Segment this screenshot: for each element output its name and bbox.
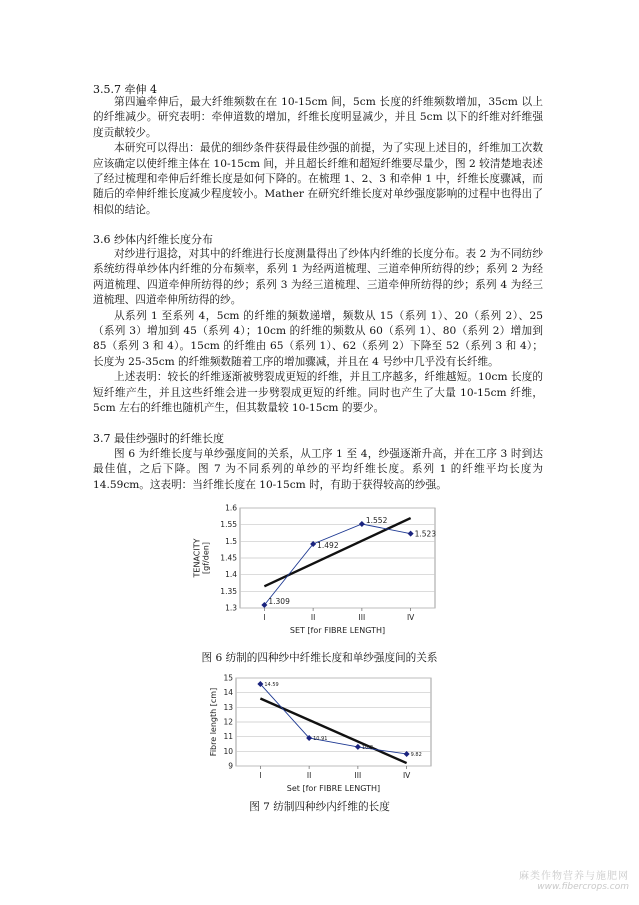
y-tick-label: 1.55 bbox=[220, 520, 237, 530]
section-heading-3-7: 3.7 最佳纱强时的纤维长度 bbox=[93, 432, 224, 445]
y-tick-label: 9 bbox=[228, 761, 233, 771]
section-heading-3-6: 3.6 纱体内纤维长度分布 bbox=[93, 233, 213, 246]
paragraph: 本研究可以得出：最优的细纱条件获得最佳纱强的前提，为了实现上述目的，纤维加工次数应该确定以使纤维主体在 10-15cm 间，并且超长纤维和超短纤维要尽量少，图 2 较清楚地表述了经过梳理和牵伸后纤维长度是如何下降的。在梳理 1、2、3 和牵伸 1 中，纤维长度骤减，而随后的牵伸纤维长度减少程度较小。Mather 在研究纤维长度对单纱强度影响的过程中也得出了相似的结论。 bbox=[93, 142, 543, 216]
x-tick-label: III bbox=[358, 613, 366, 622]
figure-7-caption: 图 7 纺制四种纱内纤维的长度 bbox=[249, 801, 390, 813]
y-tick-label: 1.4 bbox=[225, 570, 237, 580]
fibre-length-chart-svg bbox=[196, 668, 446, 798]
section-body-3-7 bbox=[93, 447, 543, 493]
x-tick-label: I bbox=[259, 771, 262, 780]
data-label: 14.59 bbox=[264, 682, 279, 689]
y-axis-title: Fibre length [cm] bbox=[209, 687, 218, 757]
y-tick-label: 13 bbox=[223, 702, 233, 712]
data-label: 1.492 bbox=[317, 541, 339, 550]
watermark bbox=[519, 871, 629, 893]
x-tick-label: II bbox=[310, 613, 316, 622]
data-label: 1.523 bbox=[414, 529, 437, 539]
section-body-3-6 bbox=[93, 247, 543, 416]
y-tick-label: 12 bbox=[223, 717, 233, 727]
paragraph: 上述表明：较长的纤维逐渐被劈裂成更短的纤维，并且工序越多，纤维越短。10cm 长度的短纤维产生，并且这些纤维会进一步劈裂成更短的纤维。同时也产生了大量 10-15cm 纤维，5cm 左右的纤维也随机产生，但其数量较 10-15cm 的要少。 bbox=[93, 371, 543, 415]
section-body-3-5-7 bbox=[93, 95, 543, 218]
data-label: 1.309 bbox=[268, 597, 290, 606]
y-tick-label: 15 bbox=[223, 673, 233, 683]
y-tick-label: 10 bbox=[223, 746, 233, 756]
paragraph: 对纱进行退捻，对其中的纤维进行长度测量得出了纱体内纤维的长度分布。表 2 为不同纺纱系统纺得单纱体内纤维的分布频率，系列 1 为经两道梳理、三道牵伸所纺得的纱；系列 2 为经两道梳理、四道牵伸所纺得的纱；系列 3 为经三道梳理、三道牵伸所纺得的纱；系列 4 为经三道梳理、四道牵伸所纺得的纱。 bbox=[93, 248, 543, 307]
paragraph: 从系列 1 至系列 4，5cm 的纤维的频数递增，频数从 15（系列 1）、20（系列 2）、25（系列 3）增加到 45（系列 4）；10cm 的纤维的频数从 60（系列 1）、80（系列 2）增加到 85（系列 3 和 4）。15cm 的纤维由 65（系列 1）、62（系列 2）下降至 52（系列 3 和 4）；长度为 25-35cm 的纤维频数随着工序的增加骤减，并且在 4 号纱中几乎没有长纤维。 bbox=[93, 309, 543, 368]
x-tick-label: II bbox=[306, 771, 312, 780]
paragraph: 第四遍牵伸后，最大纤维频数在在 10-15cm 间，5cm 长度的纤维频数增加，35cm 以上的纤维减少。研究表明：牵伸道数的增加，纤维长度明显减少，并且 5cm 以下的纤维对纤维强度贡献较少。 bbox=[93, 96, 543, 139]
figure-7-chart bbox=[196, 668, 446, 802]
data-label: 9.82 bbox=[410, 751, 422, 758]
x-tick-label: IV bbox=[402, 771, 411, 780]
y-tick-label: 1.3 bbox=[225, 603, 237, 613]
tenacity-chart-svg bbox=[190, 500, 450, 642]
figure-6-chart bbox=[190, 500, 450, 646]
x-tick-label: IV bbox=[406, 613, 415, 622]
y-tick-label: 1.5 bbox=[225, 536, 237, 546]
watermark-url: www.fibercrops.com bbox=[537, 882, 629, 892]
data-label: 10.3 bbox=[361, 744, 374, 751]
y-tick-label: 1.35 bbox=[220, 586, 237, 596]
x-axis-title: SET [for FIBRE LENGTH] bbox=[289, 626, 386, 635]
y-tick-label: 14 bbox=[223, 688, 233, 698]
y-tick-label: 1.45 bbox=[220, 553, 237, 563]
watermark-title: 麻类作物营养与施肥网 bbox=[519, 871, 629, 882]
data-label: 1.552 bbox=[365, 516, 388, 525]
paragraph: 图 6 为纤维长度与单纱强度间的关系，从工序 1 至 4，纱强逐渐升高，并在工序 3 时到达最佳值，之后下降。图 7 为不同系列的单纱的平均纤维长度。系列 1 的纤维平均长度为 14.59cm。这表明：当纤维长度在 10-15cm 时，有助于获得较高的纱强。 bbox=[93, 448, 543, 491]
y-tick-label: 1.6 bbox=[225, 503, 237, 513]
figure-6-caption: 图 6 纺制的四种纱中纤维长度和单纱强度间的关系 bbox=[201, 652, 438, 664]
x-tick-label: III bbox=[354, 771, 362, 780]
x-tick-label: I bbox=[263, 613, 266, 622]
data-label: 10.91 bbox=[313, 735, 328, 742]
section-heading-3-5-7: 3.5.7 牵伸 4 bbox=[93, 83, 157, 96]
x-axis-title: Set [for FIBRE LENGTH] bbox=[286, 784, 381, 793]
y-tick-label: 11 bbox=[223, 732, 233, 742]
y-axis-title: TENACITY[gf/den] bbox=[192, 538, 211, 578]
